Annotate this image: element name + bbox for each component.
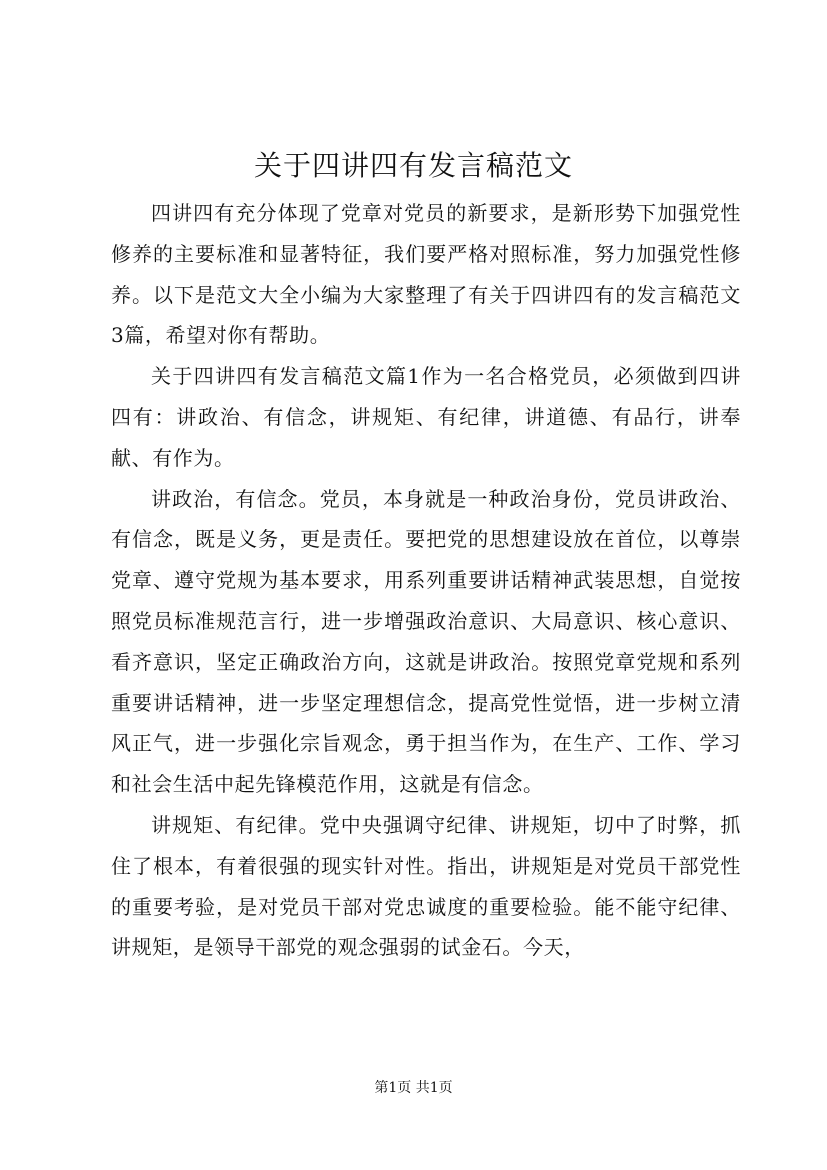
document-body [111,193,741,968]
paragraph-politics-belief: 讲政治，有信念。党员，本身就是一种政治身份，党员讲政治、有信念，既是义务，更是责任。要把党的思想建设放在首位，以尊崇党章、遵守党规为基本要求，用系列重要讲话精神武装思想，自觉按照党员标准规范言行，进一步增强政治意识、大局意识、核心意识、看齐意识，坚定正确政治方向，这就是讲政治。按照党章党规和系列重要讲话精神，进一步坚定理想信念，提高党性觉悟，进一步树立清风正气，进一步强化宗旨观念，勇于担当作为，在生产、工作、学习和社会生活中起先锋模范作用，这就是有信念。 [111,486,741,797]
paragraph-rules-discipline: 讲规矩、有纪律。党中央强调守纪律、讲规矩，切中了时弊，抓住了根本，有着很强的现实针对性。指出，讲规矩是对党员干部党性的重要考验，是对党员干部对党忠诚度的重要检验。能不能守纪律、讲规矩，是领导干部党的观念强弱的试金石。今天， [111,812,741,960]
page-number-footer: 第1页 共1页 [374,1080,453,1096]
paragraph-intro: 四讲四有充分体现了党章对党员的新要求，是新形势下加强党性修养的主要标准和显著特征，我们要严格对照标准，努力加强党性修养。以下是范文大全小编为大家整理了有关于四讲四有的发言稿范文3篇，希望对你有帮助。 [111,201,741,348]
paragraph-article-1-intro: 关于四讲四有发言稿范文篇1作为一名合格党员，必须做到四讲四有：讲政治、有信念，讲规矩、有纪律，讲道德、有品行，讲奉献、有作为。 [111,364,741,470]
document-title: 关于四讲四有发言稿范文 [253,149,573,182]
